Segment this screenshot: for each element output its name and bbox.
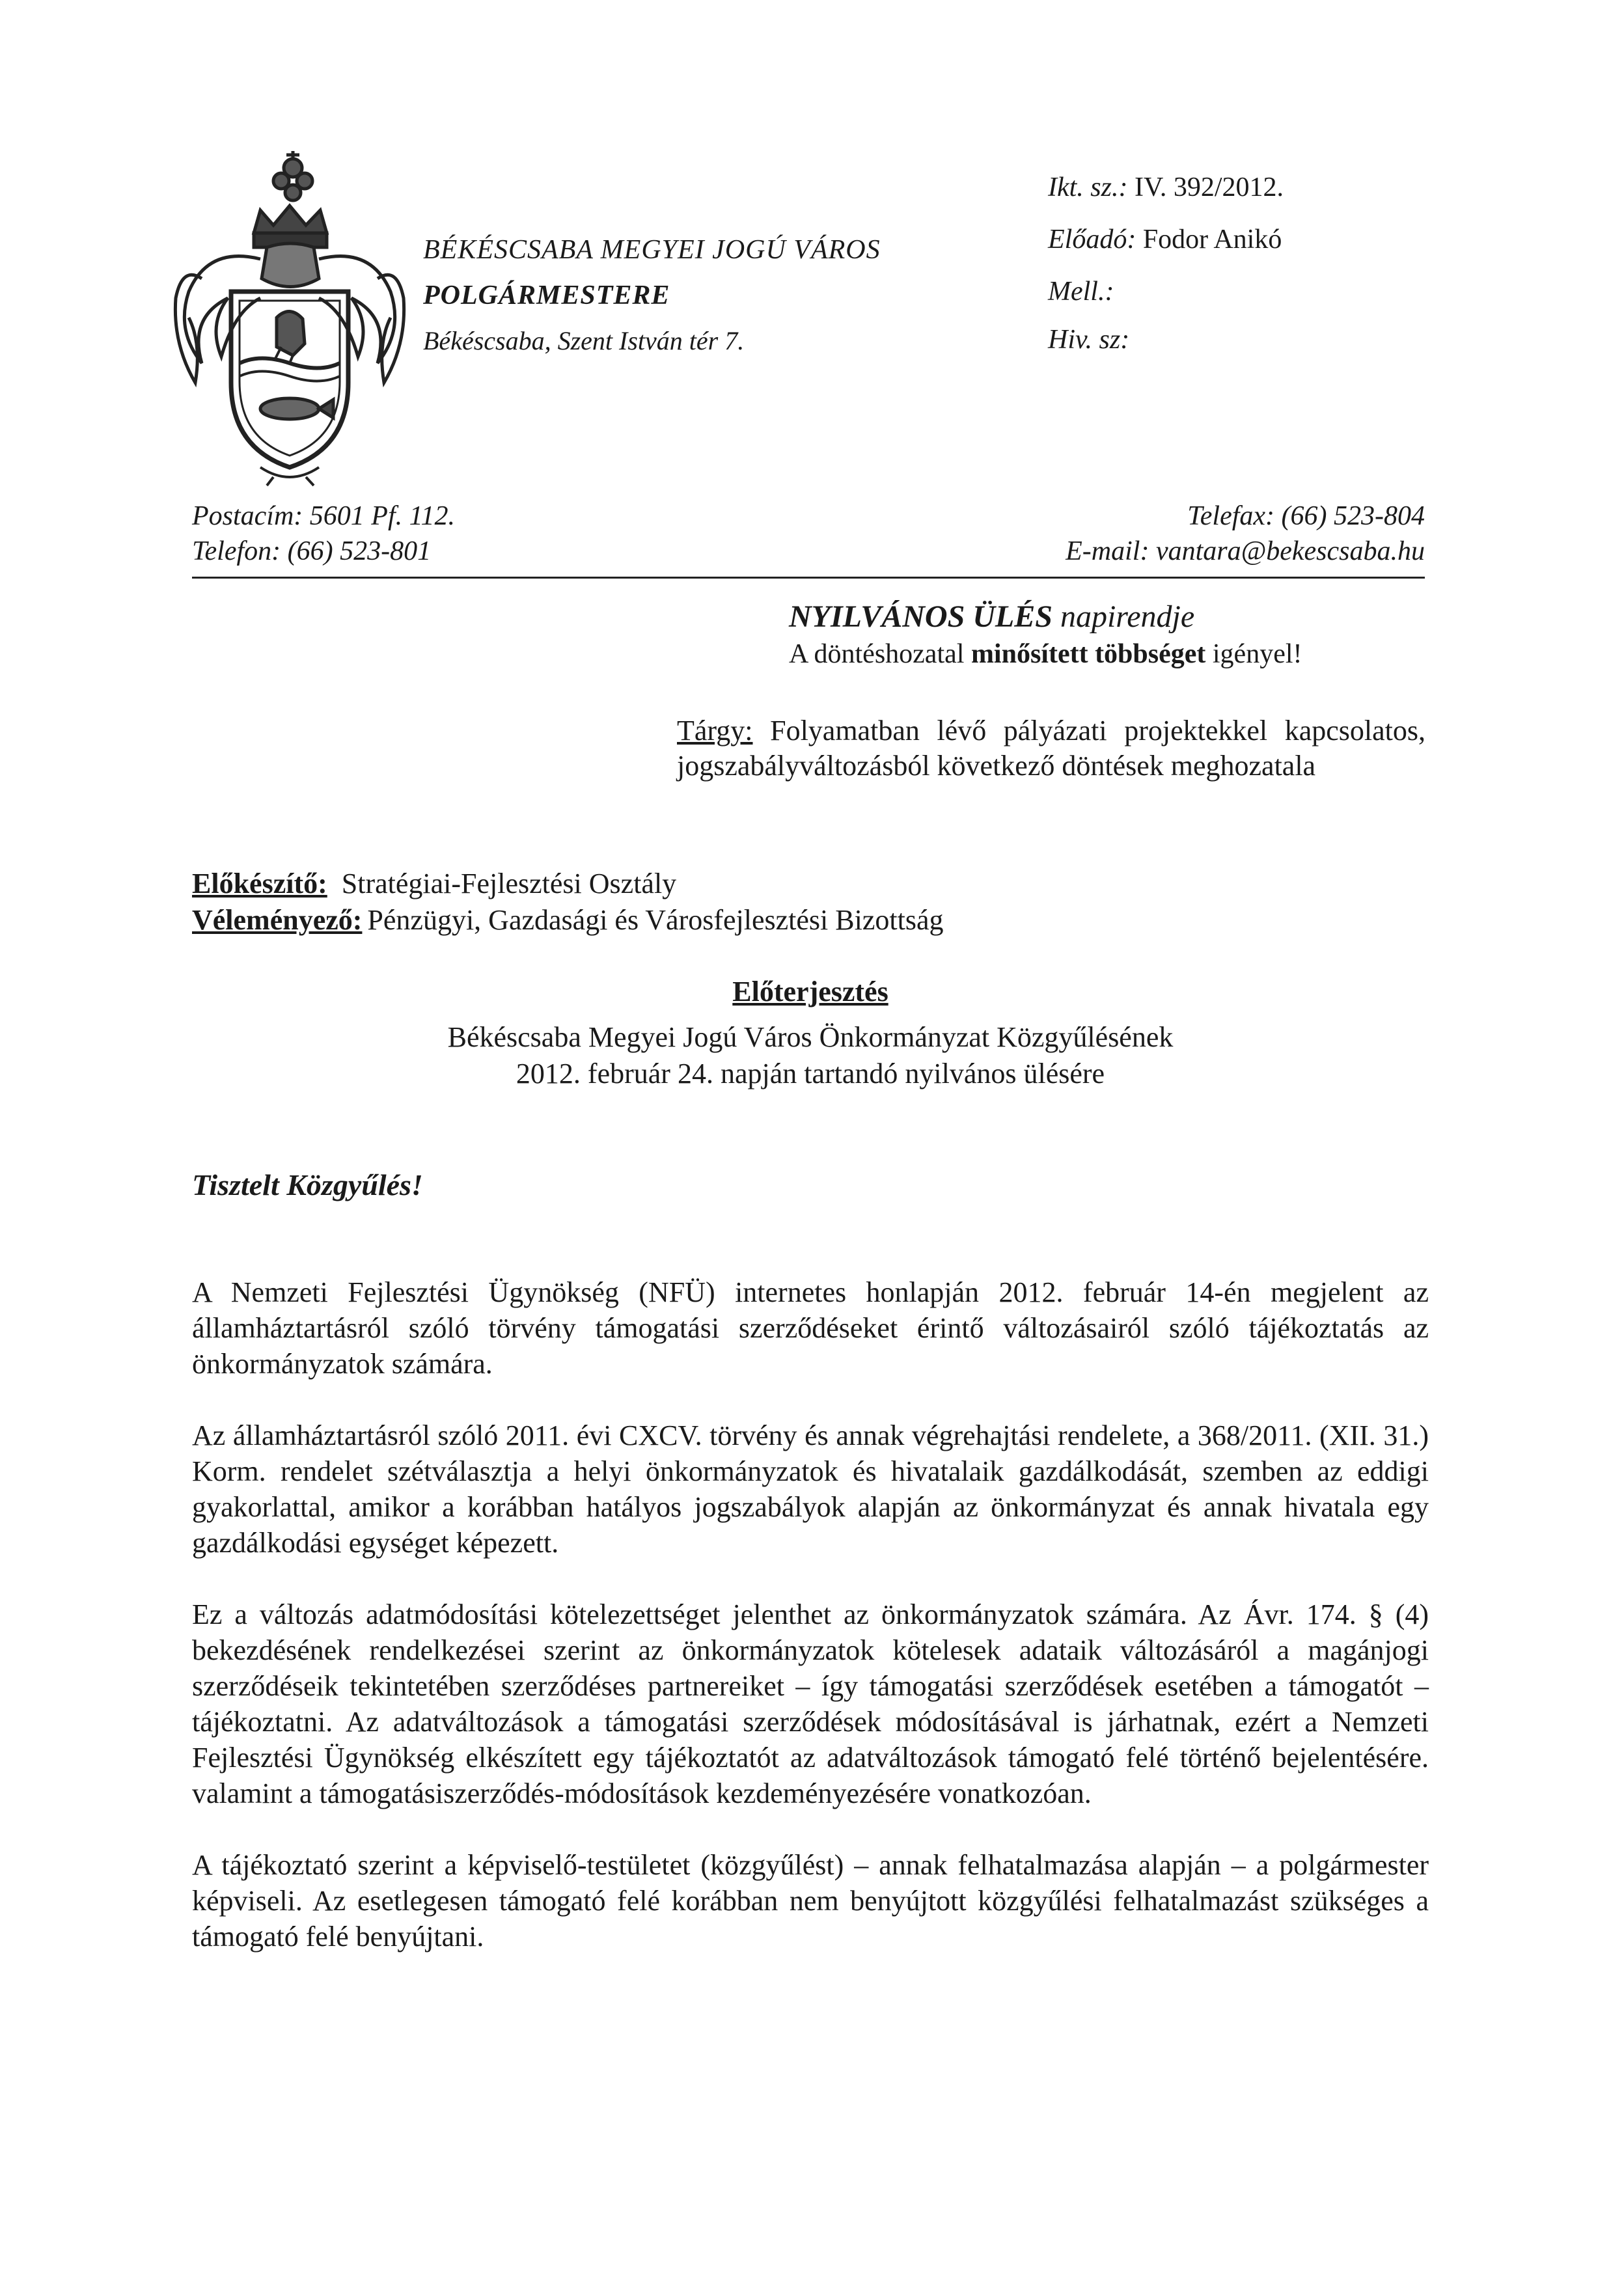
reference-block: [1048, 171, 1284, 375]
coat-of-arms-emblem: [163, 148, 417, 487]
attachments-label: Mell.:: [1048, 277, 1114, 307]
office-address: Békéscsaba, Szent István tér 7.: [423, 326, 745, 355]
preparer-label: Előkészítő:: [192, 868, 327, 899]
proposal-heading: Előterjesztés: [732, 976, 888, 1007]
body-paragraph-2: Az államháztartásról szóló 2011. évi CXCV. törvény és annak végrehajtási rendelete, a 368/2011. (XII. 31.) Korm. rendelet szétválasztja a helyi önkormányzatok és hivatalaik gazdálkodását, szemben az eddigi gyakorlattal, amikor a korábban hatályos jogszabályok alapján az önkormányzat és annak hivatala egy gazdálkodási egységet képezett.: [192, 1419, 1429, 1559]
proposal-line-1: Békéscsaba Megyei Jogú Város Önkormányzat Közgyűlésének: [447, 1021, 1174, 1053]
presenter-row: [1048, 223, 1284, 256]
preparers-block: [192, 866, 943, 939]
decision-text-pre: A döntéshozatal: [789, 639, 965, 669]
contact-right: [1066, 499, 1425, 569]
session-title: [789, 597, 1302, 637]
header-divider: [192, 577, 1425, 579]
email-address: E-mail: vantara@bekescsaba.hu: [1066, 536, 1425, 566]
reviewer-row: [192, 902, 943, 939]
fax-number: Telefax: (66) 523-804: [1187, 501, 1425, 531]
filing-number-label: Ikt. sz.:: [1048, 172, 1128, 202]
body-text: [192, 1274, 1429, 1990]
session-title-bold: NYILVÁNOS ÜLÉS: [789, 599, 1053, 634]
body-paragraph-1: A Nemzeti Fejlesztési Ügynökség (NFÜ) internetes honlapján 2012. február 14-én megjelent az államháztartásról szóló törvény támogatási szerződéseket érintő változásairól szóló tájékoztatás az önkormányzatok számára.: [192, 1276, 1429, 1380]
decision-requirement: [789, 637, 1302, 672]
subject-text: Folyamatban lévő pályázati projektekkel kapcsolatos, jogszabályváltozásból következő döntések meghozatala: [677, 715, 1425, 782]
decision-text-bold: minősített többséget: [970, 639, 1206, 669]
reviewer-value: Pénzügyi, Gazdasági és Városfejlesztési Bizottság: [367, 904, 944, 936]
session-title-rest: napirendje: [1060, 599, 1195, 634]
preparer-row: [192, 866, 943, 902]
contact-left: [192, 499, 455, 569]
office-name: POLGÁRMESTERE: [423, 281, 670, 310]
postal-address: Postacím: 5601 Pf. 112.: [192, 501, 456, 531]
organization-name: BÉKÉSCSABA MEGYEI JOGÚ VÁROS: [423, 235, 881, 265]
proposal-block: [192, 974, 1429, 1092]
reviewer-label: Véleményező:: [192, 904, 363, 936]
organization-block: [423, 234, 881, 356]
proposal-line-2: 2012. február 24. napján tartandó nyilvános ülésére: [516, 1058, 1105, 1090]
preparer-value: Stratégiai-Fejlesztési Osztály: [341, 868, 677, 899]
presenter-label: Előadó:: [1048, 225, 1136, 254]
subject-block: [677, 713, 1425, 784]
body-paragraph-3: Ez a változás adatmódosítási kötelezettséget jelenthet az önkormányzatok számára. Az Ávr. 174. § (4) bekezdésének rendelkezései szerint az önkormányzatok kötelesek adataik változásáról a magánjogi szerződéseik tekintetében szerződéses partnereiket – így támogatási szerződések esetében a támogatót – tájékoztatni. Az adatváltozások a támogatási szerződések módosításával is járhatnak, ezért a Nemzeti Fejlesztési Ügynökség elkészített egy tájékoztatót az adatváltozások támogató felé történő bejelentésére. valamint a támogatásiszerződés-módosítások kezdeményezésére vonatkozóan.: [192, 1598, 1429, 1809]
salutation: Tisztelt Közgyűlés!: [192, 1168, 423, 1201]
reference-number-label: Hiv. sz:: [1048, 325, 1130, 355]
phone-number: Telefon: (66) 523-801: [192, 536, 432, 566]
presenter-value: Fodor Anikó: [1142, 225, 1282, 254]
session-block: [789, 597, 1302, 672]
body-paragraph-4: A tájékoztató szerint a képviselő-testületet (közgyűlést) – annak felhatalmazása alapján – a polgármester képviseli. Az esetlegesen támogató felé korábban nem benyújtott közgyűlési felhatalmazást szükséges a támogató felé benyújtani.: [192, 1849, 1429, 1953]
subject-label: Tárgy:: [677, 715, 753, 747]
filing-number-value: IV. 392/2012.: [1134, 172, 1284, 202]
filing-number-row: [1048, 171, 1284, 204]
decision-text-post: igényel!: [1212, 639, 1302, 669]
